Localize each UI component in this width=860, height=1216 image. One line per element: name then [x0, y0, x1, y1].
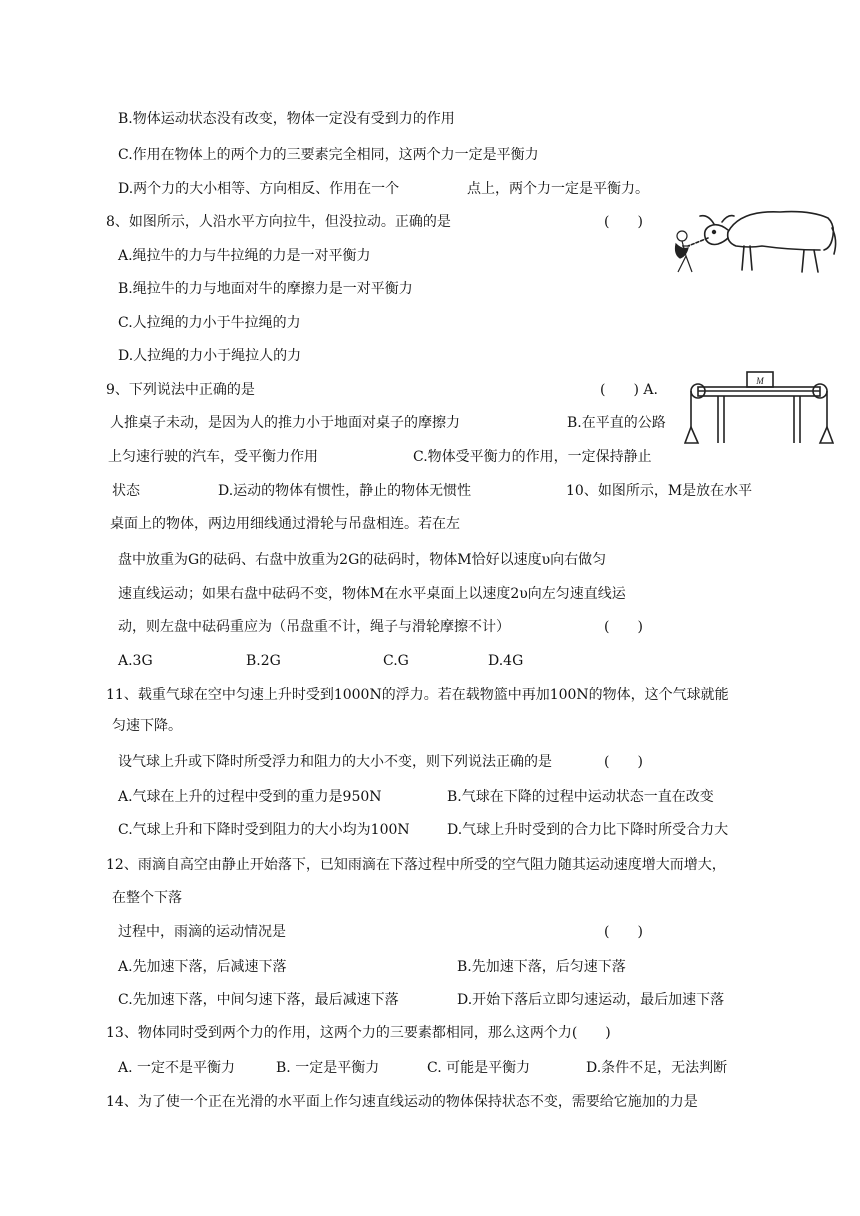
q8-option-d: D.人拉绳的力小于绳拉人的力	[118, 348, 302, 364]
q13-option-b: B. 一定是平衡力	[276, 1060, 380, 1076]
q8-option-c: C.人拉绳的力小于牛拉绳的力	[118, 315, 301, 331]
q12-answer-paren: ( )	[604, 924, 643, 940]
q12-stem-line2: 在整个下落	[112, 890, 182, 906]
q11-option-a: A.气球在上升的过程中受到的重力是950N	[118, 789, 382, 805]
q10-stem-line3: 盘中放重为G的砝码、右盘中放重为2G的砝码时，物体M恰好以速度υ向右做匀	[118, 552, 607, 568]
q13-option-c: C. 可能是平衡力	[427, 1060, 531, 1076]
q12-option-a: A.先加速下落，后减速下落	[118, 959, 287, 975]
q11-stem-line1: 11、载重气球在空中匀速上升时受到1000N的浮力。若在载物篮中再加100N的物体，这个气球就能	[106, 687, 729, 703]
q9-option-d: D.运动的物体有惯性，静止的物体无惯性	[218, 483, 472, 499]
block-m-label: M	[756, 376, 764, 386]
q14-stem: 14、为了使一个正在光滑的水平面上作匀速直线运动的物体保持状态不变，需要给它施加的力是	[106, 1094, 698, 1110]
q10-stem-line5: 动，则左盘中砝码重应为（吊盘重不计，绳子与滑轮摩擦不计）	[118, 619, 510, 635]
q11-option-d: D.气球上升时受到的合力比下降时所受合力大	[447, 822, 729, 838]
q9-option-c: C.物体受平衡力的作用，一定保持静止	[413, 449, 652, 465]
q9-option-c-end: 状态	[112, 483, 140, 499]
q11-option-c: C.气球上升和下降时受到阻力的大小均为100N	[118, 822, 410, 838]
q9-option-a-text: 人推桌子未动，是因为人的推力小于地面对桌子的摩擦力	[110, 415, 460, 431]
q12-option-d: D.开始下落后立即匀速运动，最后加速下落	[457, 992, 725, 1008]
q10-stem-line2: 桌面上的物体，两边用细线通过滑轮与吊盘相连。若在左	[110, 516, 460, 532]
q10-option-d: D.4G	[488, 653, 524, 669]
q13-stem: 13、物体同时受到两个力的作用，这两个力的三要素都相同，那么这两个力( )	[106, 1025, 611, 1041]
q8-option-b: B.绳拉牛的力与地面对牛的摩擦力是一对平衡力	[118, 281, 413, 297]
pulley-table-figure	[684, 365, 834, 455]
q10-option-a: A.3G	[118, 653, 153, 669]
q13-option-d: D.条件不足，无法判断	[586, 1060, 728, 1076]
q10-answer-paren: ( )	[604, 619, 643, 635]
q12-stem-line1: 12、雨滴自高空由静止开始落下，已知雨滴在下落过程中所受的空气阻力随其运动速度增大而增大，	[106, 857, 726, 873]
q11-stem-line3: 设气球上升或下降时所受浮力和阻力的大小不变，则下列说法正确的是	[118, 754, 552, 770]
q8-option-a: A.绳拉牛的力与牛拉绳的力是一对平衡力	[118, 248, 371, 264]
q7-option-d-part1: D.两个力的大小相等、方向相反、作用在一个	[118, 181, 400, 197]
q8-stem: 8、如图所示，人沿水平方向拉牛，但没拉动。正确的是	[106, 214, 451, 230]
ox-pulling-figure	[670, 200, 840, 280]
q11-option-b: B.气球在下降的过程中运动状态一直在改变	[447, 789, 714, 805]
q7-option-d-part2: 点上，两个力一定是平衡力。	[467, 181, 649, 197]
q9-stem: 9、下列说法中正确的是	[106, 382, 255, 398]
q9-option-b-start: B.在平直的公路	[567, 415, 666, 431]
q11-answer-paren: ( )	[604, 754, 643, 770]
q10-option-c: C.G	[383, 653, 409, 669]
q8-answer-paren: ( )	[604, 214, 643, 230]
q9-option-b-end: 上匀速行驶的汽车，受平衡力作用	[108, 449, 318, 465]
q13-option-a: A. 一定不是平衡力	[118, 1060, 236, 1076]
q12-stem-line3: 过程中，雨滴的运动情况是	[118, 924, 286, 940]
q7-option-c: C.作用在物体上的两个力的三要素完全相同，这两个力一定是平衡力	[118, 147, 539, 163]
q7-option-b: B.物体运动状态没有改变，物体一定没有受到力的作用	[118, 111, 455, 127]
q11-stem-line2: 匀速下降。	[112, 718, 182, 734]
q9-answer-paren: ( ) A.	[600, 382, 658, 398]
q10-stem-start: 10、如图所示，M是放在水平	[566, 483, 753, 499]
q10-option-b: B.2G	[246, 653, 281, 669]
q10-stem-line4: 速直线运动；如果右盘中砝码不变，物体M在水平桌面上以速度2υ向左匀速直线运	[118, 586, 626, 602]
q12-option-b: B.先加速下落，后匀速下落	[457, 959, 626, 975]
q12-option-c: C.先加速下落，中间匀速下落，最后减速下落	[118, 992, 399, 1008]
